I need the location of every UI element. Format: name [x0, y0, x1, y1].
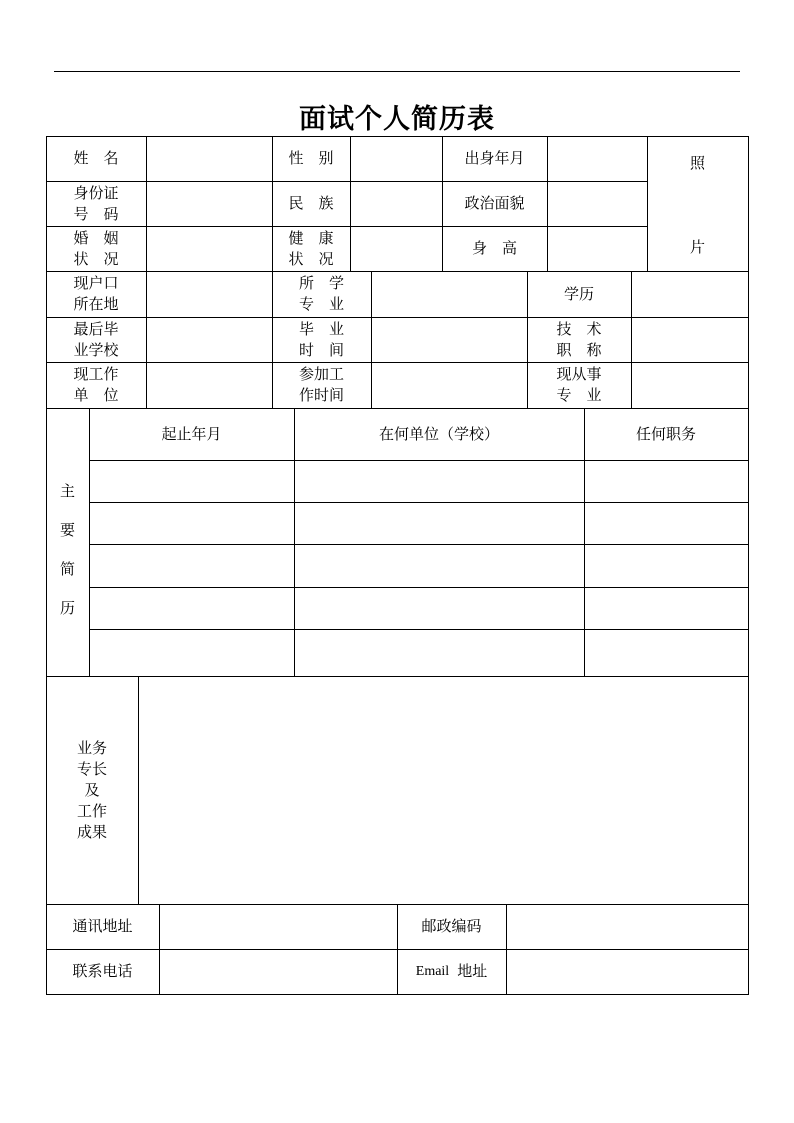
work-unit-field[interactable]: [147, 363, 272, 408]
skills-label: 业务 专长 及 工作 成果: [76, 738, 107, 841]
grad-time-label: 毕 业 时 间: [298, 319, 344, 359]
height-field[interactable]: [548, 227, 647, 271]
work-start-label: 参加工 作时间: [298, 365, 344, 404]
major-field[interactable]: [372, 272, 527, 317]
phone-field[interactable]: [160, 950, 397, 994]
name-field[interactable]: [147, 137, 272, 181]
resume-row[interactable]: [90, 545, 748, 587]
resume-col-period: 起止年月: [161, 424, 222, 443]
ethnicity-label: 民 族: [288, 194, 334, 212]
page-title: 面试个人简历表: [299, 104, 495, 135]
tech-title-field[interactable]: [632, 318, 748, 362]
postcode-label: 邮政编码: [421, 917, 482, 935]
gender-label: 性 别: [288, 149, 334, 167]
political-label: 政治面貌: [464, 194, 525, 212]
address-field[interactable]: [160, 905, 397, 949]
hukou-field[interactable]: [147, 272, 272, 317]
major-label: 所 学 专 业: [298, 274, 344, 313]
skills-field[interactable]: [139, 677, 748, 904]
education-label: 学历: [563, 284, 594, 303]
current-field-field[interactable]: [632, 363, 748, 408]
grid-line: [46, 994, 749, 995]
address-label: 通讯地址: [72, 917, 133, 935]
email-field[interactable]: [507, 950, 748, 994]
marital-label: 婚 姻 状 况: [73, 228, 119, 268]
resume-col-unit: 在何单位（学校）: [378, 424, 499, 443]
education-field[interactable]: [632, 272, 748, 317]
postcode-field[interactable]: [507, 905, 748, 949]
grad-time-field[interactable]: [372, 318, 527, 362]
marital-field[interactable]: [147, 227, 272, 271]
current-field-label: 现从事 专 业: [556, 365, 602, 404]
hukou-label: 现户口 所在地: [73, 274, 119, 313]
photo-box[interactable]: [647, 136, 748, 272]
height-label: 身 高: [471, 239, 517, 257]
resume-row[interactable]: [90, 461, 748, 502]
email-label: [397, 949, 506, 994]
resume-row[interactable]: [90, 588, 748, 629]
school-label: 最后毕 业学校: [73, 319, 119, 359]
birth-label: 出身年月: [464, 149, 525, 167]
photo-label-top: 照: [689, 154, 705, 172]
ethnicity-field[interactable]: [351, 182, 442, 226]
id-field[interactable]: [147, 182, 272, 226]
gender-field[interactable]: [351, 137, 442, 181]
work-start-field[interactable]: [372, 363, 527, 408]
birth-field[interactable]: [548, 137, 647, 181]
resume-row[interactable]: [90, 503, 748, 544]
photo-label-bottom: 片: [689, 238, 705, 256]
resume-col-position: 任何职务: [635, 424, 696, 443]
school-field[interactable]: [147, 318, 272, 362]
email-prefix: Email: [415, 964, 450, 979]
phone-label: 联系电话: [72, 962, 133, 980]
health-label: 健 康 状 况: [288, 228, 334, 268]
health-field[interactable]: [351, 227, 442, 271]
id-label: 身份证 号 码: [73, 183, 119, 223]
political-field[interactable]: [548, 182, 647, 226]
name-label: 姓 名: [73, 149, 119, 167]
resume-row[interactable]: [90, 630, 748, 676]
resume-side-label: 主 要 简 历: [59, 482, 75, 617]
email-suffix: 地址: [457, 962, 488, 980]
tech-title-label: 技 术 职 称: [556, 319, 602, 359]
work-unit-label: 现工作 单 位: [73, 365, 119, 404]
grid-line: [748, 136, 749, 995]
